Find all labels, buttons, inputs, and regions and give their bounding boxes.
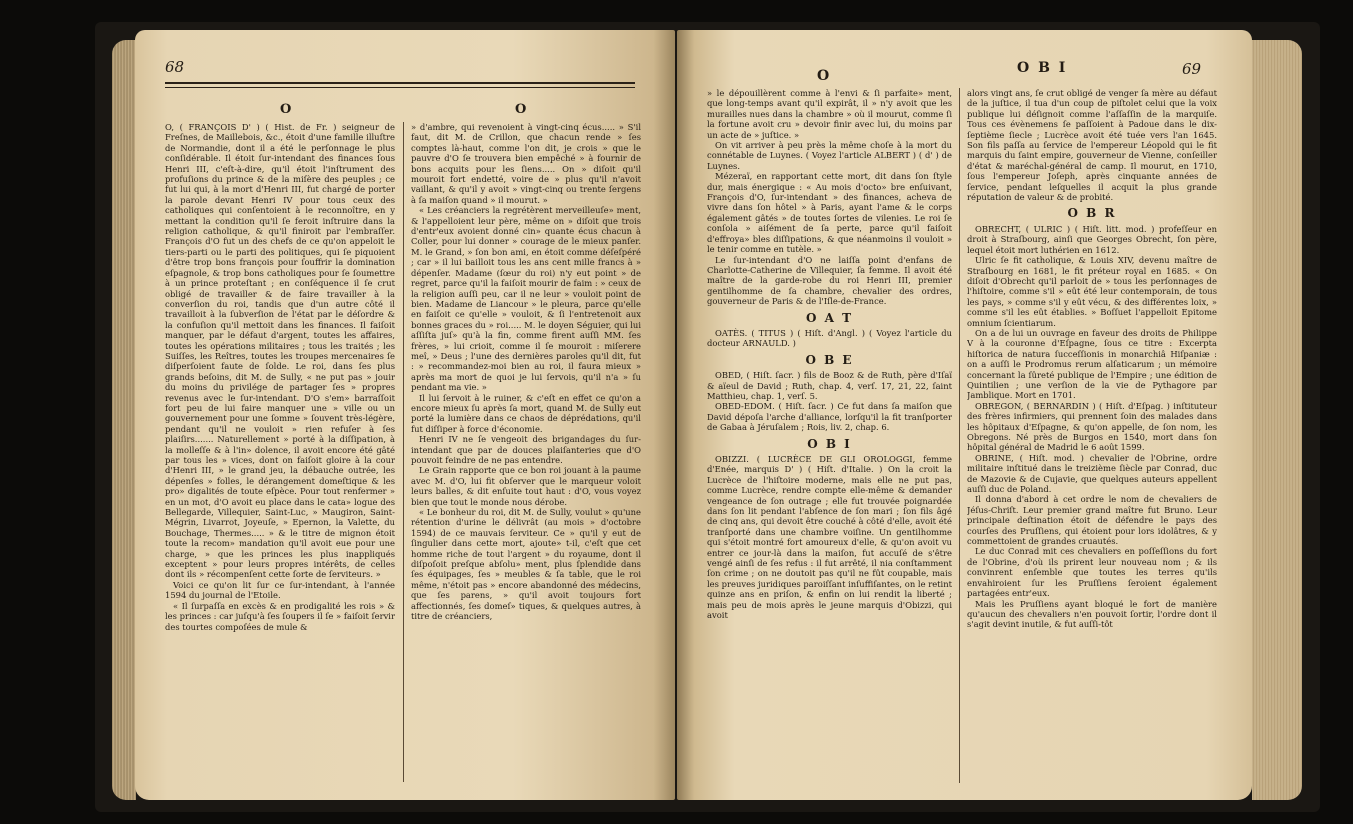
column-header-left: O <box>280 102 292 117</box>
text-column-1 <box>707 88 952 783</box>
entry: OBED, ( Hiſt. ſacr. ) fils de Booz & de Ruth, père d'Iſaï & aïeul de David ; Ruth, chap. 4, verſ. 17, 21, 22, ſaint Matthieu, chap. 1, verſ. 5. <box>707 370 952 401</box>
entry: OBED-EDOM. ( Hiſt. ſacr. ) Ce fut dans ſa maiſon que David dépoſa l'arche d'alliance, lorſqu'il la fit tranſporter de Gabaa à Jéruſalem ; Rois, liv. 2, chap. 6. <box>707 401 952 433</box>
paragraph: alors vingt ans, ſe crut obligé de venger ſa mère au défaut de la juſtice, il tua d'un coup de piſtolet celui que la voix publique lui déſignoit comme l'aſſaſſin de la marquiſe. Tous ces évènemens ſe paſſoient à Padoue dans le dix-ſeptième ſiecle ; Lucrèce avoit été tuée vers l'an 1645. Son fils paſſa au ſervice de l'empereur Léopold qui le fit marquis du ſaint empire, gouverneur de Vienne, conſeiller d'état & maréchal-général de camp. Il mourut, en 1710, ſous l'empereur Joſeph, après cinquante années de ſervice, pendant leſquelles il acquit la plus grande réputation de valeur & de probité. <box>967 88 1217 203</box>
paragraph: « Le bonheur du roi, dit M. de Sully, voulut » qu'une rétention d'urine le délivrât (au mois » d'octobre 1594) de ce mauvais ſerviteur. Ce » qu'il y eut de ſingulier dans cette mort, ajoute» t-il, c'eſt que cet homme riche de tout l'argent » du royaume, dont il diſpoſoit preſque abſolu» ment, plus ſplendide dans ſes équipages, ſes » meubles & ſa table, que le roi même, n'étoit pas » encore abandonné des médecins, que ſes parens, » qu'il avoit toujours fort affectionnés, ſes domeſ» tiques, & quelques autres, à titre de créanciers, <box>411 507 641 622</box>
column-header-right: O <box>515 102 527 117</box>
section-heading: O A T <box>805 310 854 325</box>
paragraph: « Les créanciers la regrétèrent merveilleuſe» ment, & l'appelloient leur père, même on » diſoit que trois d'entr'eux avoient donné cin» quante écus chacun à Coller, pour lui donner » courage de le mieux panſer. M. le Grand, » ſon bon ami, en étoit comme déſeſpéré ; car » il lui bailloit tous les ans cent mille francs à » dépenſer. Madame (ſœur du roi) n'y eut point » de regret, parce qu'il la faiſoit mourir de faim : » ceux de la religion auſſi peu, car il ne leur » vouloit point de bien. Madame de Liancour » le pleura, parce qu'elle en faiſoit ce qu'elle » vouloit, & ſi l'entretenoit aux bonnes graces du » roi..... M. le doyen Séguier, qui lui aſſiſta juſ» qu'à la fin, comme firent auſſi MM. ſes frères, » lui crioit, comme il ſe mouroit : miſerere meî, » Deus ; l'une des dernières paroles qu'il dit, fut : » recommandez-moi bien au roi, il faura mieux » après ma mort de quoi je lui ſervois, qu'il n'a » ſu pendant ma vie. » <box>411 205 641 393</box>
page-edges-left <box>112 40 136 800</box>
text-column-1 <box>165 122 395 782</box>
right-page <box>677 30 1252 800</box>
section-heading: O B R <box>1067 206 1117 221</box>
page-number: 68 <box>165 58 185 76</box>
paragraph: « Il ſurpaſſa en excès & en prodigalité les rois » & les princes : car juſqu'à ſes ſoupers il ſe » faiſoit ſervir des tourtes compoſées de mule & <box>165 600 395 632</box>
entry: OBREGON, ( BERNARDIN ) ( Hiſt. d'Eſpag. ) inſtituteur des frères infirmiers, qui prennent ſoin des malades dans les hôpitaux d'Eſpagne, & qu'on appelle, de ſon nom, les Obregons. Né près de Burgos en 1540, mort dans ſon hôpital général de Madrid le 6 août 1599. <box>967 400 1217 453</box>
entry: OBRINE, ( Hiſt. mod. ) chevalier de l'Obrine, ordre militaire inſtitué dans le treizième ſiècle par Conrad, duc de Mazovie & de Cujavie, que quelques auteurs appellent auſſi duc de Poland. <box>967 452 1217 495</box>
paragraph: O, ( FRANÇOIS D' ) ( Hist. de Fr. ) seigneur de Freſnes, de Maillebois, &c., étoit d'une famille illuſtre de Normandie, dont il a été le perſonnage le plus conſidérable. Il étoit ſur-intendant des finances ſous Henri III, c'eſt-à-dire, qu'il étoit l'inſtrument des profuſions du prince & de la miſère des peuples ; ce fut lui qui, à la mort d'Henri III, fut chargé de porter la parole devant Henri IV pour tous ceux des catholiques qui conſentoient à le reconnoître, en y mettant la condition qu'il ſe feroit inſtruire dans la religion catholique, & qu'il finiroit par l'embraſſer. François d'O fut un des chefs de ce qu'on appeloit le tiers-parti ou le parti des politiques, qui ſe piquoient d'être trop bons françois pour ſouffrir la domination eſpagnole, & trop bons catholiques pour ſe ſoumettre à un prince proteſtant ; en conſéquence il ſe crut obligé de travailler & de faire travailler à la converſion du roi, tandis que d'un autre côté il travailloit à la ſubverſion de l'état par le déſordre & la confuſion qu'il mettoit dans les finances. Il faiſoit manquer, par le défaut d'argent, toutes les affaires, toutes les opérations militaires ; tous les traités ; les Suiſſes, les Reîtres, toutes les troupes mercenaires ſe diſperſoient faute de ſolde. Le roi, dans ſes plus grands beſoins, dit M. de Sully, « ne put pas » jouir du moins du privilége de partager ſes » propres revenus avec le ſur-intendant. D'O s'em» barraſſoit fort peu de lui faire manquer une » ville ou un gouvernement pour une ſomme » ſouvent très-légère, pendant qu'il ne vouloit » rien refuſer à ſes plaiſirs....... Naturellement » porté à la diſſipation, à la molleſſe & à l'in» dolence, il avoit encore été gâté par tous les » vices, dont on faiſoit gloire à la cour d'Henri III, » le grand jeu, la débauche outrée, les dépenſes » folles, le dérangement domeſtique & les pro» digalités de toute eſpèce. Pour tout renfermer » en un mot, d'O avoit eu place dans le cata» logue des Bellegarde, Villequier, Saint-Luc, » Maugiron, Saint-Mégrin, Livarrot, Joyeuſe, » Epernon, la Valette, du Bouchage, Thermes..... » & le titre de mignon étoit toute la recom» mandation qu'il avoit eue pour une charge, » que les princes les plus inappliqués exceptent » pour leurs propres intérêts, de celles dont ils » récompenſent cette ſorte de ſerviteurs. » <box>165 122 395 580</box>
paragraph: » le dépouillèrent comme à l'envi & ſi parfaite» ment, que long-temps avant qu'il expirât, il » n'y avoit que les murailles nues dans la chambre » où il mourut, comme ſi la fortune avoit cru » devoir finir avec lui, du moins par un acte de » juſtice. » <box>707 88 952 140</box>
header-rule <box>165 82 635 88</box>
text-column-2 <box>411 122 641 782</box>
paragraph: On vit arriver à peu près la même choſe à la mort du connétable de Luynes. ( Voyez l'article ALBERT ) ( d' ) de Luynes. <box>707 140 952 171</box>
entry: OATÈS. ( TITUS ) ( Hiſt. d'Angl. ) ( Voyez l'article du docteur ARNAULD. ) <box>707 327 952 349</box>
entry: OBRECHT, ( ULRIC ) ( Hiſt. litt. mod. ) profeſſeur en droit à Straſbourg, ainſi que Georges Obrecht, ſon père, lequel étoit mort luthérien en 1612. <box>967 223 1217 255</box>
entry: Ulric ſe fit catholique, & Louis XIV, devenu maître de Straſbourg en 1681, le fit préteur royal en 1685. « On diſoit d'Obrecht qu'il parloit de » tous les perſonnages de l'hiſtoire, comme s'il » eût été leur contemporain, de tous les pays, » comme s'il y eût vécu, & des différentes loix, » comme s'il les eût établies. » Boſſuet l'appelloit Epitome omnium ſcientiarum. <box>967 255 1217 328</box>
entry: Mais les Pruſſiens ayant bloqué le fort de manière qu'aucun des chevaliers n'en pouvoit ſortir, l'ordre dont il s'agit devint inutile, & fut auſſi-tôt <box>967 598 1217 630</box>
page-edges-right <box>1252 40 1302 800</box>
paragraph: Le Grain rapporte que ce bon roi jouant à la paume avec M. d'O, lui fit obſerver que le marqueur voloit leurs balles, & dit enſuite tout haut : d'O, vous voyez bien que tout le monde nous dérobe. <box>411 465 641 507</box>
left-page <box>135 30 675 800</box>
paragraph: Mézeraï, en rapportant cette mort, dit dans ſon ſtyle dur, mais énergique : « Au mois d'octo» bre enſuivant, François d'O, ſur-intendant » des finances, acheva de vivre dans ſon hôtel » à Paris, ayant l'ame & le corps également gâtés » de toutes ſortes de vilenies. Le roi ſe conſola » aiſément de ſa perte, parce qu'il faiſoit d'effroya» bles diſſipations, & que néanmoins il vouloit » le tenir comme en tutèle. » <box>707 171 952 255</box>
page-number: 69 <box>1182 60 1202 78</box>
column-divider <box>959 88 960 783</box>
paragraph: Il lui ſervoit à le ruiner, & c'eſt en effet ce qu'on a encore mieux ſu après ſa mort, quand M. de Sully eut porté la lumière dans ce chaos de déprédations, qu'il fut diſſiper à force d'économie. <box>411 392 641 434</box>
entry: OBIZZI. ( LUCRÈCE DE GLI OROLOGGI, femme d'Enée, marquis D' ) ( Hiſt. d'Italie. ) On la croit la Lucrèce de l'hiſtoire moderne, mais elle ne put pas, comme Lucrèce, rendre compte elle-même & demander vengeance de ſon outrage ; elle fut trouvée poignardée dans ſon lit pendant l'abſence de ſon mari ; ſon fils âgé de cinq ans, qui devoit être couché à côté d'elle, avoit été tranſporté dans une chambre voiſine. Un gentilhomme qui s'étoit montré fort amoureux d'elle, & qu'on avoit vu entrer ce jour-là dans la maiſon, fut accuſé de s'être vengé ainſi de ſes refus : il fut arrêté, il nia conſtamment ſon crime ; on ne doutoit pas qu'il ne fût coupable, mais les preuves juridiques paroiſſant inſuffiſantes, on le retint quinze ans en priſon, & enfin on lui rendit la liberté ; mais peu de mois après le jeune marquis d'Obizzi, qui avoit <box>707 454 952 621</box>
entry: Le duc Conrad mit ces chevaliers en poſſeſſions du fort de l'Obrine, d'où ils prirent leur nouveau nom ; & ils convinrent enſemble que toutes les terres qu'ils envahiroient ſur les Pruſſiens ſeroient également partagées entr'eux. <box>967 546 1217 599</box>
running-head-right: O B I <box>1017 60 1068 76</box>
section-heading: O B E <box>805 352 854 367</box>
column-divider <box>403 122 404 782</box>
text-column-2 <box>967 88 1217 783</box>
entry: On a de lui un ouvrage en faveur des droits de Philippe V à la couronne d'Eſpagne, ſous ce titre : Excerpta hiſtorica de natura ſucceſſionis in monarchiâ Hiſpaniæ : on a auſſi le Prodromus rerum alſaticarum ; un mémoire concernant la ſûreté publique de l'Empire ; une édition de Quintilien ; une verſion de la vie de Pythagore par Jamblique. Mort en 1701. <box>967 327 1217 401</box>
running-head-left: O <box>817 68 832 84</box>
paragraph: Henri IV ne ſe vengeoit des brigandages du ſur-intendant que par de douces plaiſanteries que d'O pouvoit feindre de ne pas entendre. <box>411 434 641 465</box>
section-heading: O B I <box>807 436 852 451</box>
paragraph: Voici ce qu'on lit ſur ce ſur-intendant, à l'année 1594 du journal de l'Etoile. <box>165 579 395 601</box>
paragraph: Le ſur-intendant d'O ne laiſſa point d'enfans de Charlotte-Catherine de Villequier, ſa femme. Il avoit été maître de la garde-robe du roi Henri III, premier gentilhomme de ſa chambre, chevalier des ordres, gouverneur de Paris & de l'Iſle-de-France. <box>707 254 952 307</box>
paragraph: » d'ambre, qui revenoient à vingt-cinq écus..... » S'il faut, dit M. de Crillon, que chacun rende » ſes comptes là-haut, comme l'on dit, je crois » que le pauvre d'O ſe trouvera bien empêché » à fournir de bons acquits pour les ſiens..... On » diſoit qu'il mouroit fort endetté, voire de » plus qu'il n'avoit vaillant, & qu'il y avoit » vingt-cinq ou trente ſergens à ſa maiſon quand » il mourut. » <box>411 122 641 205</box>
entry: Il donna d'abord à cet ordre le nom de chevaliers de Jéſus-Chriſt. Leur premier grand maître fut Bruno. Leur principale deſtination étoit de défendre le pays des courſes des Pruſſiens, qui étoient pour lors idolâtres, & y commettoient de grandes cruautés. <box>967 494 1217 547</box>
